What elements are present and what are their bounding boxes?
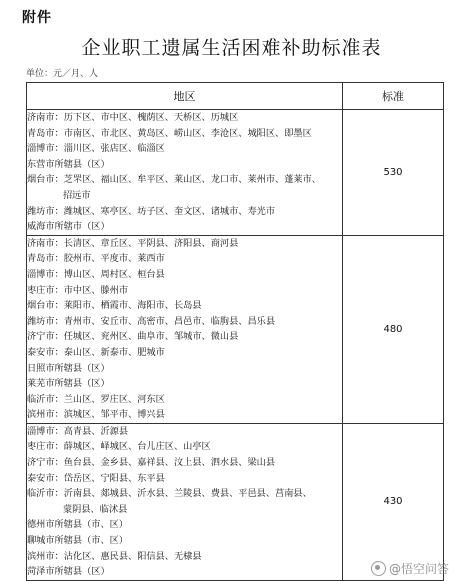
region-line: 菏泽市所辖县（区） xyxy=(27,566,110,578)
region-line: 招远市 xyxy=(63,189,91,201)
region-line: 济南市：历下区、市中区、槐荫区、天桥区、历城区 xyxy=(27,112,239,123)
region-cell xyxy=(27,423,343,580)
region-line: 莱芜市所辖县（区） xyxy=(27,378,110,390)
region-line: 滨州市：沾化区、惠民县、阳信县、无棣县 xyxy=(27,550,202,562)
region-line: 临沂市：兰山区、罗庄区、河东区 xyxy=(27,393,165,405)
table-row xyxy=(27,235,444,423)
region-line: 泰安市：泰山区、新泰市、肥城市 xyxy=(27,346,165,358)
region-line: 德州市所辖县（市、区） xyxy=(27,519,129,531)
table-row xyxy=(27,423,444,580)
watermark xyxy=(371,560,449,577)
region-line: 青岛市：市南区、市北区、黄岛区、崂山区、李沧区、城阳区、即墨区 xyxy=(27,127,312,139)
standard-value: 430 xyxy=(343,423,444,580)
document-title: 企业职工遗属生活困难补助标准表 xyxy=(81,37,382,59)
region-line: 潍坊市：青州市、安丘市、高密市、昌邑市、临朐县、昌乐县 xyxy=(27,315,276,327)
region-line: 淄博市：淄川区、张店区、临淄区 xyxy=(27,143,165,155)
standard-value: 480 xyxy=(343,235,444,423)
region-line: 青岛市：胶州市、平度市、莱西市 xyxy=(27,253,165,265)
table-row xyxy=(27,110,444,236)
region-line: 泰安市：岱岳区、宁阳县、东平县 xyxy=(27,472,165,484)
region-line: 烟台市：莱阳市、栖霞市、海阳市、长岛县 xyxy=(27,300,202,312)
region-line: 淄博市：高青县、沂源县 xyxy=(27,425,129,437)
standard-column-header: 标准 xyxy=(343,83,444,110)
subsidy-standard-table xyxy=(26,82,444,581)
region-line: 临沂市：沂南县、郯城县、沂水县、兰陵县、费县、平邑县、莒南县、 xyxy=(27,488,312,500)
region-line: 蒙阴县、临沭县 xyxy=(63,503,128,515)
standard-value: 530 xyxy=(343,110,444,236)
region-cell xyxy=(27,235,343,423)
region-line: 潍坊市：潍城区、寒亭区、坊子区、奎文区、诸城市、寿光市 xyxy=(27,205,276,217)
region-line: 东营市所辖县（区） xyxy=(27,158,110,170)
region-line: 聊城市所辖县（市、区） xyxy=(27,535,129,547)
region-line: 滨州市：滨城区、邹平市、博兴县 xyxy=(27,409,165,421)
watermark-text: @悟空问答 xyxy=(388,562,449,576)
region-line: 威海市所辖市（区） xyxy=(27,221,110,233)
region-column-header: 地区 xyxy=(27,83,343,110)
attachment-label: 附件 xyxy=(22,10,52,26)
region-line: 日照市所辖县（区） xyxy=(27,362,110,374)
region-cell xyxy=(27,110,343,236)
table-header-row xyxy=(27,83,444,110)
region-line: 济宁市：任城区、兖州区、曲阜市、邹城市、微山县 xyxy=(27,331,239,343)
region-line: 枣庄市：薛城区、峄城区、台儿庄区、山亭区 xyxy=(27,441,211,453)
wukong-logo-icon xyxy=(371,561,386,576)
region-line: 烟台市：芝罘区、福山区、牟平区、莱山区、龙口市、莱州市、蓬莱市、 xyxy=(27,174,321,186)
region-line: 济宁市：鱼台县、金乡县、嘉祥县、汶上县、泗水县、梁山县 xyxy=(27,457,276,469)
region-line: 淄博市：博山区、周村区、桓台县 xyxy=(27,268,165,280)
region-line: 枣庄市：市中区、滕州市 xyxy=(27,284,129,296)
unit-note: 单位：元／月、人 xyxy=(26,69,99,79)
region-line: 济南市：长清区、章丘区、平阴县、济阳县、商河县 xyxy=(27,237,239,249)
